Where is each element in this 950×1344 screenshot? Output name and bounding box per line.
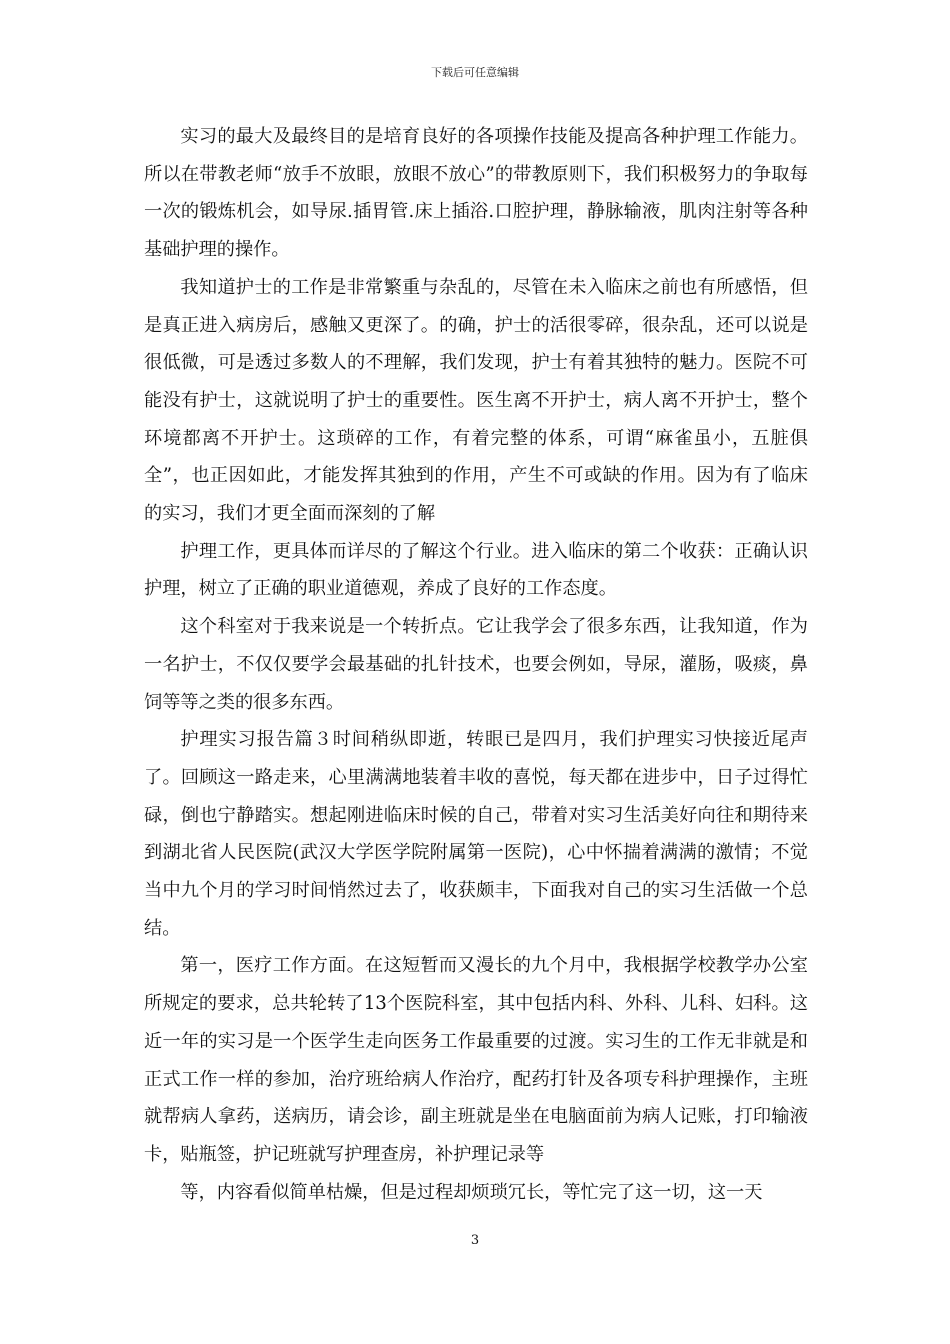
header-text: 下载后可任意编辑 — [431, 66, 519, 79]
paragraph: 护理实习报告篇３时间稍纵即逝，转眼已是四月，我们护理实习快接近尾声了。回顾这一路走来，心里满满地装着丰收的喜悦，每天都在进步中，日子过得忙碌，倒也宁静踏实。想起刚进临床时候的自己，带着对实习生活美好向往和期待来到湖北省人民医院(武汉大学医学院附属第一医院)，心中怀揣着满满的激情；不觉当中九个月的学习时间悄然过去了，收获颇丰，下面我对自己的实习生活做一个总结。 — [144, 729, 808, 939]
page-header — [0, 66, 950, 80]
paragraph: 护理工作，更具体而详尽的了解这个行业。进入临床的第二个收获：正确认识护理，树立了正确的职业道德观，养成了良好的工作态度。 — [144, 540, 808, 600]
page-footer — [0, 1233, 950, 1249]
paragraph: 我知道护士的工作是非常繁重与杂乱的，尽管在未入临床之前也有所感悟，但是真正进入病房后，感触又更深了。的确，护士的活很零碎，很杂乱，还可以说是很低微，可是透过多数人的不理解，我们发现，护士有着其独特的魅力。医院不可能没有护士，这就说明了护士的重要性。医生离不开护士，病人离不开护士，整个环境都离不开护士。这琐碎的工作，有着完整的体系，可谓“麻雀虽小，五脏俱全”，也正因如此，才能发挥其独到的作用，产生不可或缺的作用。因为有了临床的实习，我们才更全面而深刻的了解 — [144, 276, 808, 525]
page-number: 3 — [470, 1233, 480, 1248]
document-body — [144, 118, 808, 1211]
paragraph: 第一，医疗工作方面。在这短暂而又漫长的九个月中，我根据学校教学办公室所规定的要求，总共轮转了13个医院科室，其中包括内科、外科、儿科、妇科。这近一年的实习是一个医学生走向医务工作最重要的过渡。实习生的工作无非就是和正式工作一样的参加，治疗班给病人作治疗，配药打针及各项专科护理操作，主班就帮病人拿药，送病历，请会诊，副主班就是坐在电脑面前为病人记账，打印输液卡，贴瓶签，护记班就写护理查房，补护理记录等 — [144, 955, 808, 1165]
paragraph: 实习的最大及最终目的是培育良好的各项操作技能及提高各种护理工作能力。所以在带教老师“放手不放眼，放眼不放心”的带教原则下，我们积极努力的争取每一次的锻炼机会，如导尿.插胃管.床上插浴.口腔护理，静脉输液，肌肉注射等各种基础护理的操作。 — [144, 126, 808, 261]
paragraph: 这个科室对于我来说是一个转折点。它让我学会了很多东西，让我知道，作为一名护士，不仅仅要学会最基础的扎针技术，也要会例如，导尿，灌肠，吸痰，鼻饲等等之类的很多东西。 — [144, 616, 808, 713]
paragraph: 等，内容看似简单枯燥，但是过程却烦琐冗长，等忙完了这一切，这一天 — [180, 1181, 763, 1203]
